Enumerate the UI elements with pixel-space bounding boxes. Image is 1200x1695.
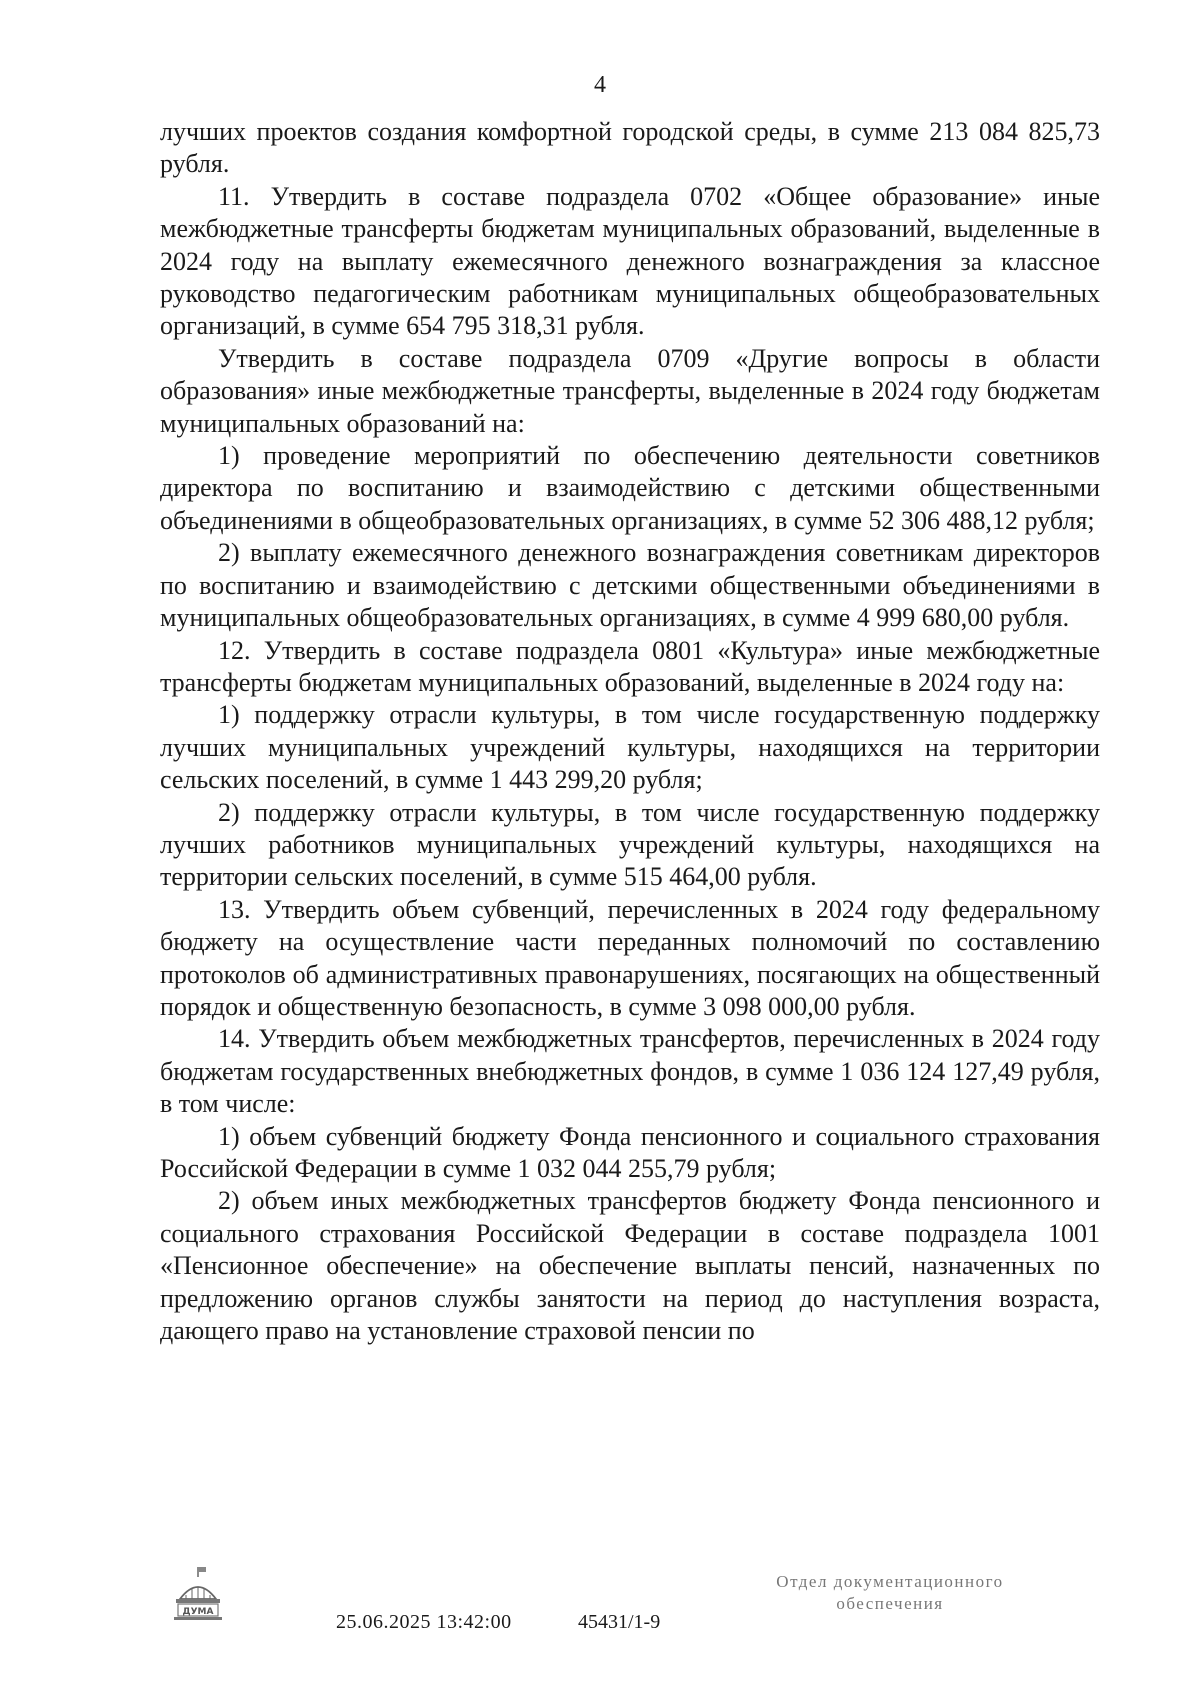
footer-datetime: 25.06.2025 13:42:00 — [336, 1611, 512, 1633]
paragraph-2: 11. Утвердить в составе подраздела 0702 «Общее образование» иные межбюджетные трансферты бюджетам муниципальных образований, выделенные в 2024 году на выплату ежемесячного денежного вознаграждения за классное руководство педагогическим работникам муниципальных общеобразовательных организаций, в сумме 654 795 318,31 рубля. — [160, 181, 1100, 341]
page-footer — [0, 1565, 1200, 1645]
paragraph-4: 1) проведение мероприятий по обеспечению деятельности советников директора по воспитанию и взаимодействию с детскими общественными объединениями в общеобразовательных организациях, в сумме 52 306 488,12 рубля; — [160, 441, 1100, 535]
page-number: 4 — [594, 72, 606, 98]
logo-text: ДУМА — [182, 1607, 214, 1617]
document-body — [160, 116, 1100, 1347]
paragraph-7: 1) поддержку отрасли культуры, в том числе государственную поддержку лучших муниципальных учреждений культуры, находящихся на территории сельских поселений, в сумме 1 443 299,20 рубля; — [160, 700, 1100, 795]
paragraph-12: 2) объем иных межбюджетных трансфертов бюджету Фонда пенсионного и социального страхования Российской Федерации в составе подраздела 1001 «Пенсионное обеспечение» на обеспечение выплаты пенсий, назначенных по предложению органов службы занятости на период до наступления возраста, дающего право на установление страховой пенсии по — [160, 1186, 1100, 1346]
footer-document-number: 45431/1-9 — [578, 1611, 661, 1633]
duma-building-logo-icon — [170, 1565, 226, 1629]
paragraph-3: Утвердить в составе подраздела 0709 «Другие вопросы в области образования» иные межбюджетные трансферты, выделенные в 2024 году бюджетам муниципальных образований на: — [160, 343, 1100, 438]
paragraph-1: лучших проектов создания комфортной городской среды, в сумме 213 084 825,73 рубля. — [160, 117, 1100, 179]
stamp-line-2: обеспечения — [836, 1594, 944, 1613]
paragraph-10: 14. Утвердить объем межбюджетных трансфертов, перечисленных в 2024 году бюджетам государственных внебюджетных фондов, в сумме 1 036 124 127,49 рубля, в том числе: — [160, 1024, 1100, 1119]
department-stamp — [740, 1571, 1040, 1615]
paragraph-5: 2) выплату ежемесячного денежного вознаграждения советникам директоров по воспитанию и взаимодействию с детскими общественными объединениями в муниципальных общеобразовательных организациях, в сумме 4 999 680,00 рубля. — [160, 538, 1100, 633]
paragraph-8: 2) поддержку отрасли культуры, в том числе государственную поддержку лучших работников муниципальных учреждений культуры, находящихся на территории сельских поселений, в сумме 515 464,00 рубля. — [160, 797, 1100, 892]
paragraph-11: 1) объем субвенций бюджету Фонда пенсионного и социального страхования Российской Федерации в сумме 1 032 044 255,79 рубля; — [160, 1121, 1100, 1183]
paragraph-9: 13. Утвердить объем субвенций, перечисленных в 2024 году федеральному бюджету на осуществление части переданных полномочий по составлению протоколов об административных правонарушениях, посягающих на общественный порядок и общественную безопасность, в сумме 3 098 000,00 рубля. — [160, 894, 1100, 1021]
stamp-line-1: Отдел документационного — [776, 1572, 1004, 1591]
paragraph-6: 12. Утвердить в составе подраздела 0801 «Культура» иные межбюджетные трансферты бюджетам муниципальных образований, выделенные в 2024 году на: — [160, 635, 1100, 697]
